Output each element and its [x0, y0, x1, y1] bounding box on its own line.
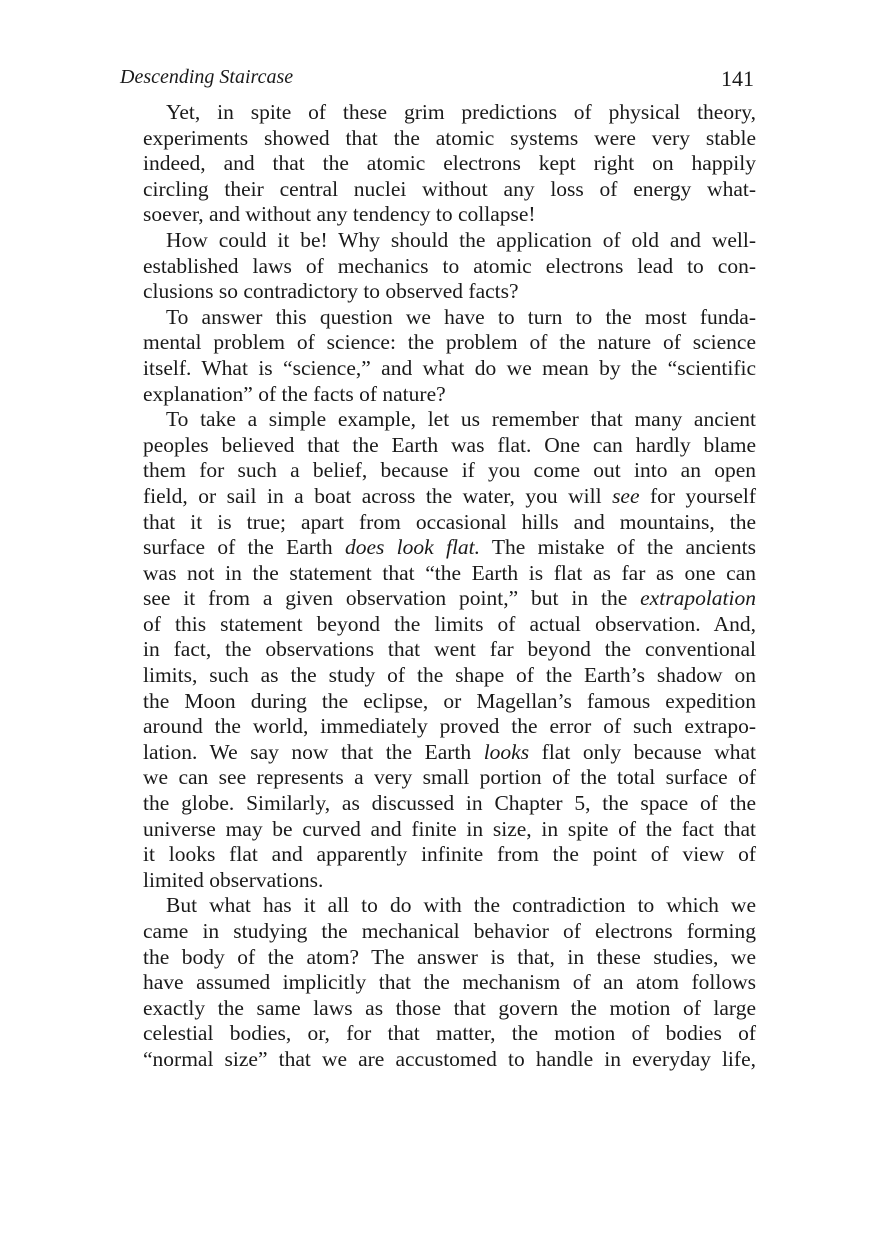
- italic-text: extrapolation: [640, 586, 756, 611]
- book-page: [120, 62, 756, 1073]
- text-line: around the world, immediately proved the error of such extrapo-: [143, 714, 756, 739]
- italic-text: does look flat.: [344, 535, 481, 560]
- text-line: indeed, and that the atomic electrons kept right on happily: [143, 151, 756, 176]
- text-fragment: surface of the Earth: [143, 535, 333, 560]
- text-line: celestial bodies, or, for that matter, the motion of bodies of: [143, 1021, 756, 1046]
- italic-text: see: [612, 483, 640, 508]
- text-line: To answer this question we have to turn to the most funda-: [166, 304, 756, 329]
- text-line: the Moon during the eclipse, or Magellan’s famous expedition: [143, 688, 756, 713]
- text-line: clusions so contradictory to observed facts?: [143, 279, 519, 304]
- text-line: How could it be! Why should the application of old and well-: [166, 227, 756, 252]
- paragraph-3: [120, 305, 756, 407]
- text-line: in fact, the observations that went far beyond the conventional: [143, 637, 756, 662]
- text-fragment: lation. We say now that the Earth: [143, 739, 472, 764]
- text-line: itself. What is “science,” and what do we mean by the “scientific: [143, 355, 756, 380]
- text-line: [120, 586, 756, 612]
- page-header: [120, 62, 756, 92]
- text-line: limited observations.: [143, 867, 324, 892]
- text-line: “normal size” that we are accustomed to handle in everyday life,: [143, 1046, 756, 1071]
- text-line: exactly the same laws as those that govern the motion of large: [143, 995, 756, 1020]
- text-line: came in studying the mechanical behavior of electrons forming: [143, 919, 756, 943]
- text-line: established laws of mechanics to atomic electrons lead to con-: [143, 253, 756, 278]
- text-fragment: see it from a given observation point,” but in the: [143, 586, 628, 611]
- text-fragment: for yourself: [650, 483, 757, 508]
- text-line: that it is true; apart from occasional hills and mountains, the: [143, 509, 756, 534]
- text-fragment: field, or sail in a boat across the water, you will: [143, 483, 602, 508]
- paragraph-1: [120, 100, 756, 228]
- text-line: was not in the statement that “the Earth is flat as far as one can: [143, 560, 756, 585]
- text-line: [120, 484, 756, 510]
- text-line: the globe. Similarly, as discussed in Chapter 5, the space of the: [143, 791, 756, 816]
- text-line: peoples believed that the Earth was flat. One can hardly blame: [143, 432, 756, 457]
- text-line: the body of the atom? The answer is that, in these studies, we: [143, 944, 756, 969]
- page-number: 141: [721, 66, 754, 91]
- paragraph-4: [120, 407, 756, 893]
- text-line: universe may be curved and finite in size, in spite of the fact that: [143, 816, 756, 841]
- italic-text: looks: [483, 739, 530, 764]
- text-line: have assumed implicitly that the mechanism of an atom follows: [143, 970, 756, 995]
- text-line: soever, and without any tendency to collapse!: [143, 202, 536, 227]
- text-line: we can see represents a very small portion of the total surface of: [143, 765, 756, 790]
- text-line: mental problem of science: the problem of the nature of science: [143, 330, 756, 355]
- text-line: them for such a belief, because if you come out into an open: [143, 458, 756, 483]
- text-line: But what has it all to do with the contradiction to which we: [166, 893, 756, 918]
- running-title: Descending Staircase: [120, 66, 294, 88]
- text-fragment: flat only because what: [541, 739, 757, 764]
- text-line: limits, such as the study of the shape of the Earth’s shadow on: [143, 663, 756, 688]
- text-fragment: The mistake of the ancients: [491, 535, 756, 560]
- paragraph-5: [120, 893, 756, 1072]
- text-line: experiments showed that the atomic systems were very stable: [143, 125, 756, 150]
- text-line: explanation” of the facts of nature?: [143, 381, 446, 406]
- text-line: [120, 740, 756, 766]
- text-line: of this statement beyond the limits of actual observation. And,: [143, 611, 756, 636]
- paragraph-2: [120, 228, 756, 305]
- text-line: it looks flat and apparently infinite from the point of view of: [143, 842, 756, 867]
- text-line: [120, 535, 756, 561]
- text-line: circling their central nuclei without any loss of energy what-: [143, 176, 756, 201]
- text-line: Yet, in spite of these grim predictions of physical theory,: [166, 100, 756, 124]
- text-line: To take a simple example, let us remember that many ancient: [166, 407, 756, 432]
